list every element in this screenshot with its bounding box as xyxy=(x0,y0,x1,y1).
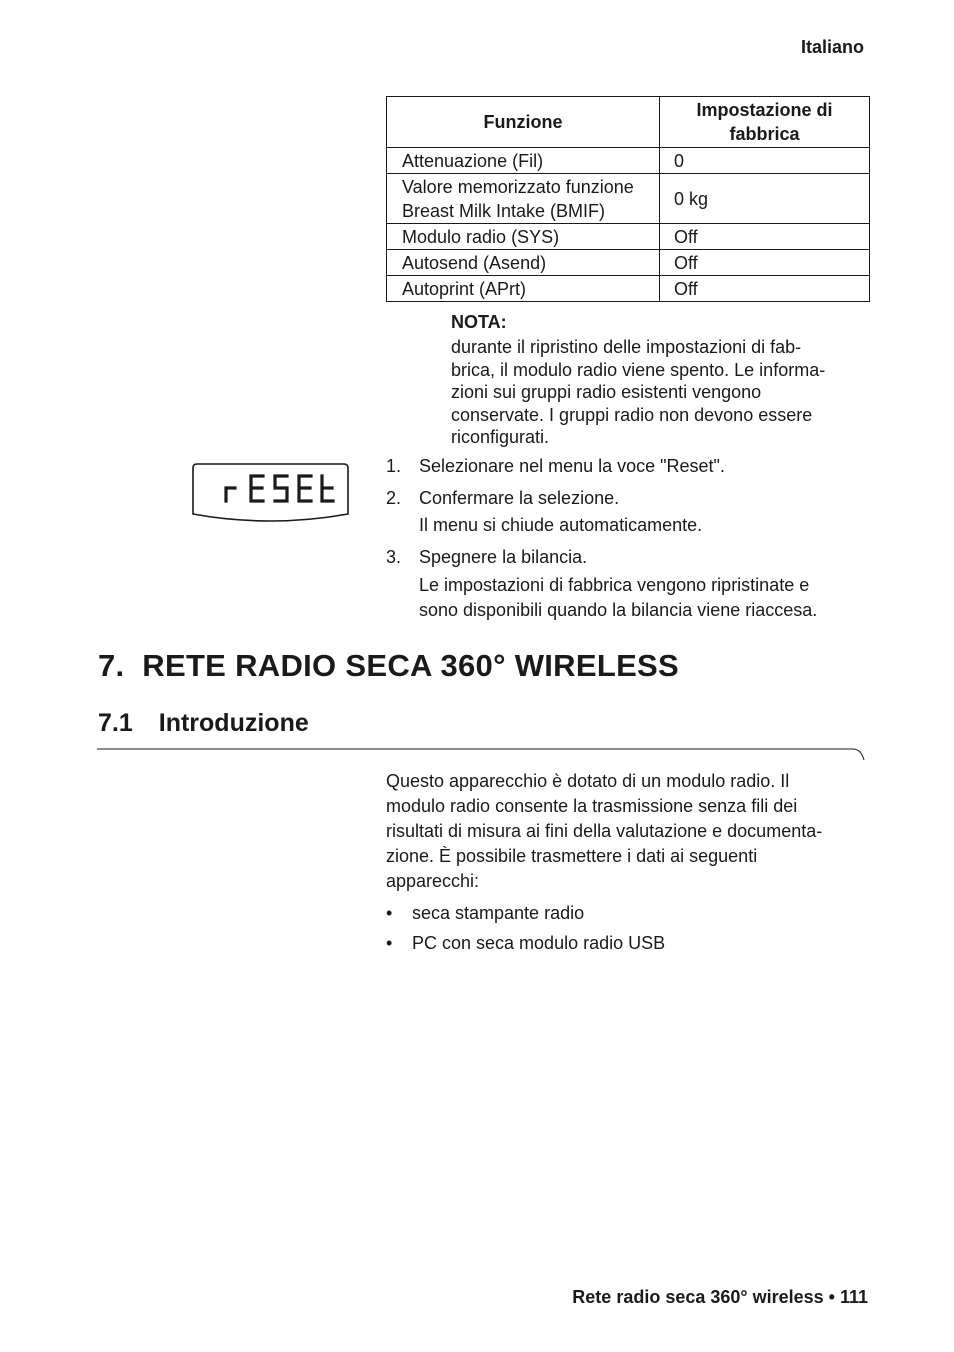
note-line: riconfigurati. xyxy=(451,427,550,447)
section-divider xyxy=(97,748,865,762)
table-cell-valore: 0 kg xyxy=(660,174,870,224)
step-subtext: sono disponibili quando la bilancia viene riaccesa. xyxy=(419,600,818,620)
intro-line: Questo apparecchio è dotato di un modulo radio. Il xyxy=(386,771,790,791)
subsection-title xyxy=(98,709,309,738)
table-cell-valore: Off xyxy=(660,250,870,276)
table-cell-valore: 0 xyxy=(660,148,870,174)
note-body xyxy=(451,336,871,449)
lcd-display-icon xyxy=(191,462,350,523)
table-header-funzione: Funzione xyxy=(387,97,660,148)
table-header-row xyxy=(387,97,870,148)
list-item-text: PC con seca modulo radio USB xyxy=(412,933,666,953)
step-subtext: Le impostazioni di fabbrica vengono ripristinate e xyxy=(419,575,810,595)
table-header-impostazione: Impostazione di fabbrica xyxy=(660,97,870,148)
table-cell-funzione: Autosend (Asend) xyxy=(387,250,660,276)
page-footer: Rete radio seca 360° wireless • 111 xyxy=(572,1287,868,1307)
table-row xyxy=(387,148,870,174)
intro-line: risultati di misura ai fini della valutazione e documenta- xyxy=(386,821,823,841)
step-number: 3. xyxy=(386,547,402,567)
step-number: 2. xyxy=(386,488,402,508)
header-language: Italiano xyxy=(800,37,864,57)
bullet-icon: • xyxy=(386,903,393,923)
subsection-number: 7.1 xyxy=(98,709,133,737)
table-cell-funzione: Autoprint (APrt) xyxy=(387,276,660,302)
bullet-icon: • xyxy=(386,933,393,953)
intro-line: apparecchi: xyxy=(386,871,480,891)
step-text: Spegnere la bilancia. xyxy=(419,547,588,567)
step-text: Confermare la selezione. xyxy=(419,488,620,508)
note-line: brica, il modulo radio viene spento. Le informa- xyxy=(451,359,826,380)
table-cell-funzione: Modulo radio (SYS) xyxy=(387,224,660,250)
table-cell-line: Valore memorizzato funzione xyxy=(402,176,634,197)
subsection-text: Introduzione xyxy=(158,709,309,737)
note-line: zioni sui gruppi radio esistenti vengono xyxy=(451,382,762,402)
table-row xyxy=(387,174,870,224)
intro-paragraph xyxy=(386,769,871,894)
section-title: 7. RETE RADIO SECA 360° WIRELESS xyxy=(98,648,679,683)
scale-display-reset xyxy=(191,462,350,523)
intro-line: zione. È possibile trasmettere i dati ai seguenti xyxy=(386,846,758,866)
list-item-text: seca stampante radio xyxy=(412,903,585,923)
note-title: NOTA: xyxy=(451,312,507,332)
table-cell-line: Breast Milk Intake (BMIF) xyxy=(402,200,606,221)
table-row xyxy=(387,276,870,302)
table-cell-valore: Off xyxy=(660,276,870,302)
step-subtext: Il menu si chiude automaticamente. xyxy=(419,515,703,535)
note-line: conservate. I gruppi radio non devono essere xyxy=(451,404,813,425)
table-row xyxy=(387,224,870,250)
factory-settings-table xyxy=(386,96,870,302)
note-line: durante il ripristino delle impostazioni di fab- xyxy=(451,337,802,357)
step-text: Selezionare nel menu la voce "Reset". xyxy=(419,456,725,476)
intro-line: modulo radio consente la trasmissione senza fili dei xyxy=(386,796,798,816)
table-row xyxy=(387,250,870,276)
table-cell-valore: Off xyxy=(660,224,870,250)
table-cell-funzione: Attenuazione (Fil) xyxy=(387,148,660,174)
table-cell-funzione xyxy=(387,174,660,224)
step-number: 1. xyxy=(386,456,402,476)
